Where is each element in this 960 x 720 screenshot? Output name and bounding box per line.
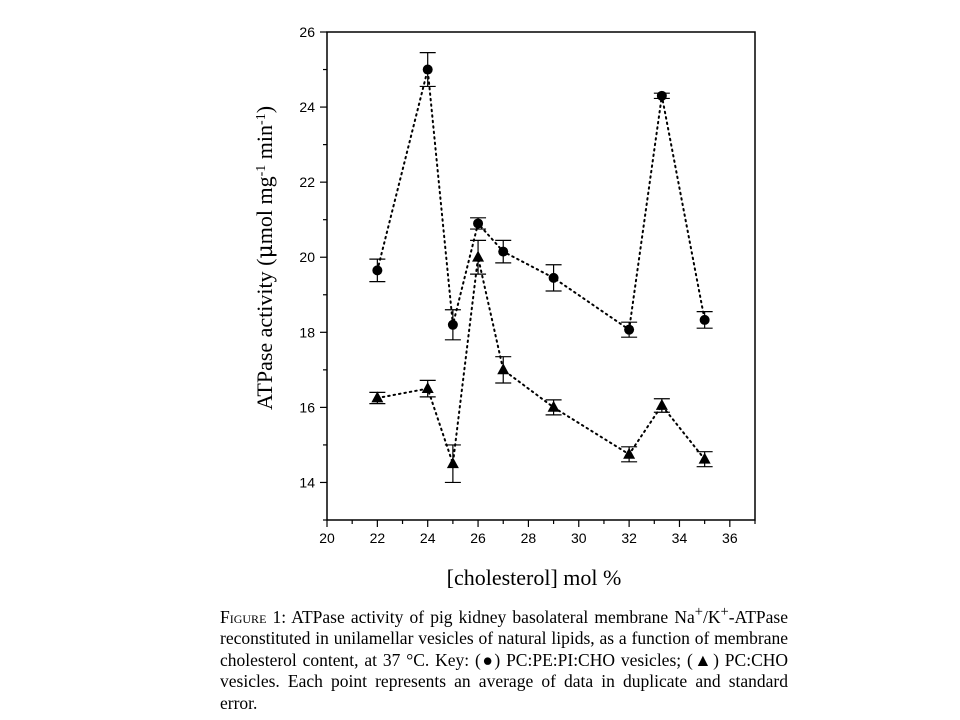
- y-tick-label: 24: [299, 99, 315, 116]
- y-tick-label: 14: [299, 474, 315, 491]
- x-tick-label: 32: [621, 530, 637, 546]
- y-tick-label: 16: [299, 399, 315, 416]
- data-point-circle: [498, 247, 508, 257]
- key-circle-icon: ●: [480, 649, 495, 670]
- data-point-circle: [372, 265, 382, 275]
- figure-caption: [220, 602, 788, 714]
- x-axis-title: [cholesterol] mol %: [446, 565, 622, 590]
- y-axis-title-part: ATPase activity (: [252, 258, 277, 411]
- x-tick-label: 26: [470, 530, 486, 546]
- y-axis-title-part: ): [252, 105, 277, 114]
- data-series: [369, 53, 712, 483]
- y-tick-label: 20: [299, 249, 315, 266]
- data-point-circle: [700, 315, 710, 325]
- x-tick-label: 34: [671, 530, 688, 546]
- caption-sup-2: +: [720, 604, 729, 620]
- y-tick-label: 18: [299, 324, 315, 341]
- data-point-triangle: [472, 251, 484, 262]
- y-axis-title: [252, 106, 278, 410]
- caption-text-3: -ATPase reconstituted in unilamellar vesicles of natural lipids, as a function of membrane cholesterol content, at 37 °C. Key: (: [220, 606, 788, 670]
- y-axis-title-part: mol mg: [252, 176, 277, 245]
- data-point-triangle: [371, 391, 383, 402]
- caption-text-2: /K: [702, 606, 721, 627]
- plot-frame: [327, 32, 755, 520]
- y-tick-label: 26: [299, 24, 315, 40]
- data-point-triangle: [447, 457, 459, 468]
- data-point-triangle: [422, 382, 434, 393]
- data-point-triangle: [497, 363, 509, 374]
- data-point-circle: [624, 325, 634, 335]
- caption-key-2: ) PC:CHO vesicles. Each point represents an average of data in duplicate and standard error.: [220, 649, 789, 713]
- y-axis-title-part: -1: [253, 113, 269, 125]
- x-tick-label: 28: [520, 530, 537, 546]
- x-tick-label: 20: [319, 530, 335, 546]
- key-triangle-icon: ▲: [692, 649, 714, 670]
- x-tick-label: 24: [419, 530, 436, 546]
- caption-text-1: ATPase activity of pig kidney basolateral membrane Na: [286, 606, 695, 627]
- data-point-circle: [473, 218, 483, 228]
- caption-sup-1: +: [694, 604, 703, 620]
- caption-key-1: ) PC:PE:PI:CHO vesicles; (: [494, 649, 693, 670]
- series-line-circle: [377, 70, 704, 330]
- y-axis-title-part: min: [252, 124, 277, 165]
- y-axis-title-part: -1: [253, 164, 269, 177]
- x-tick-label: 22: [369, 530, 386, 546]
- y-axis-title-part: μ: [253, 244, 278, 259]
- data-point-circle: [549, 273, 559, 283]
- series-line-triangle: [377, 257, 704, 463]
- axis-ticks: [299, 24, 755, 546]
- y-tick-label: 22: [299, 174, 315, 191]
- figure-label: Figure 1:: [220, 606, 287, 627]
- x-tick-label: 36: [722, 530, 738, 546]
- data-point-triangle: [548, 401, 560, 412]
- data-point-circle: [448, 320, 458, 330]
- data-point-circle: [423, 65, 433, 75]
- x-tick-label: 30: [570, 530, 587, 546]
- data-point-circle: [657, 91, 667, 101]
- data-point-triangle: [656, 399, 668, 410]
